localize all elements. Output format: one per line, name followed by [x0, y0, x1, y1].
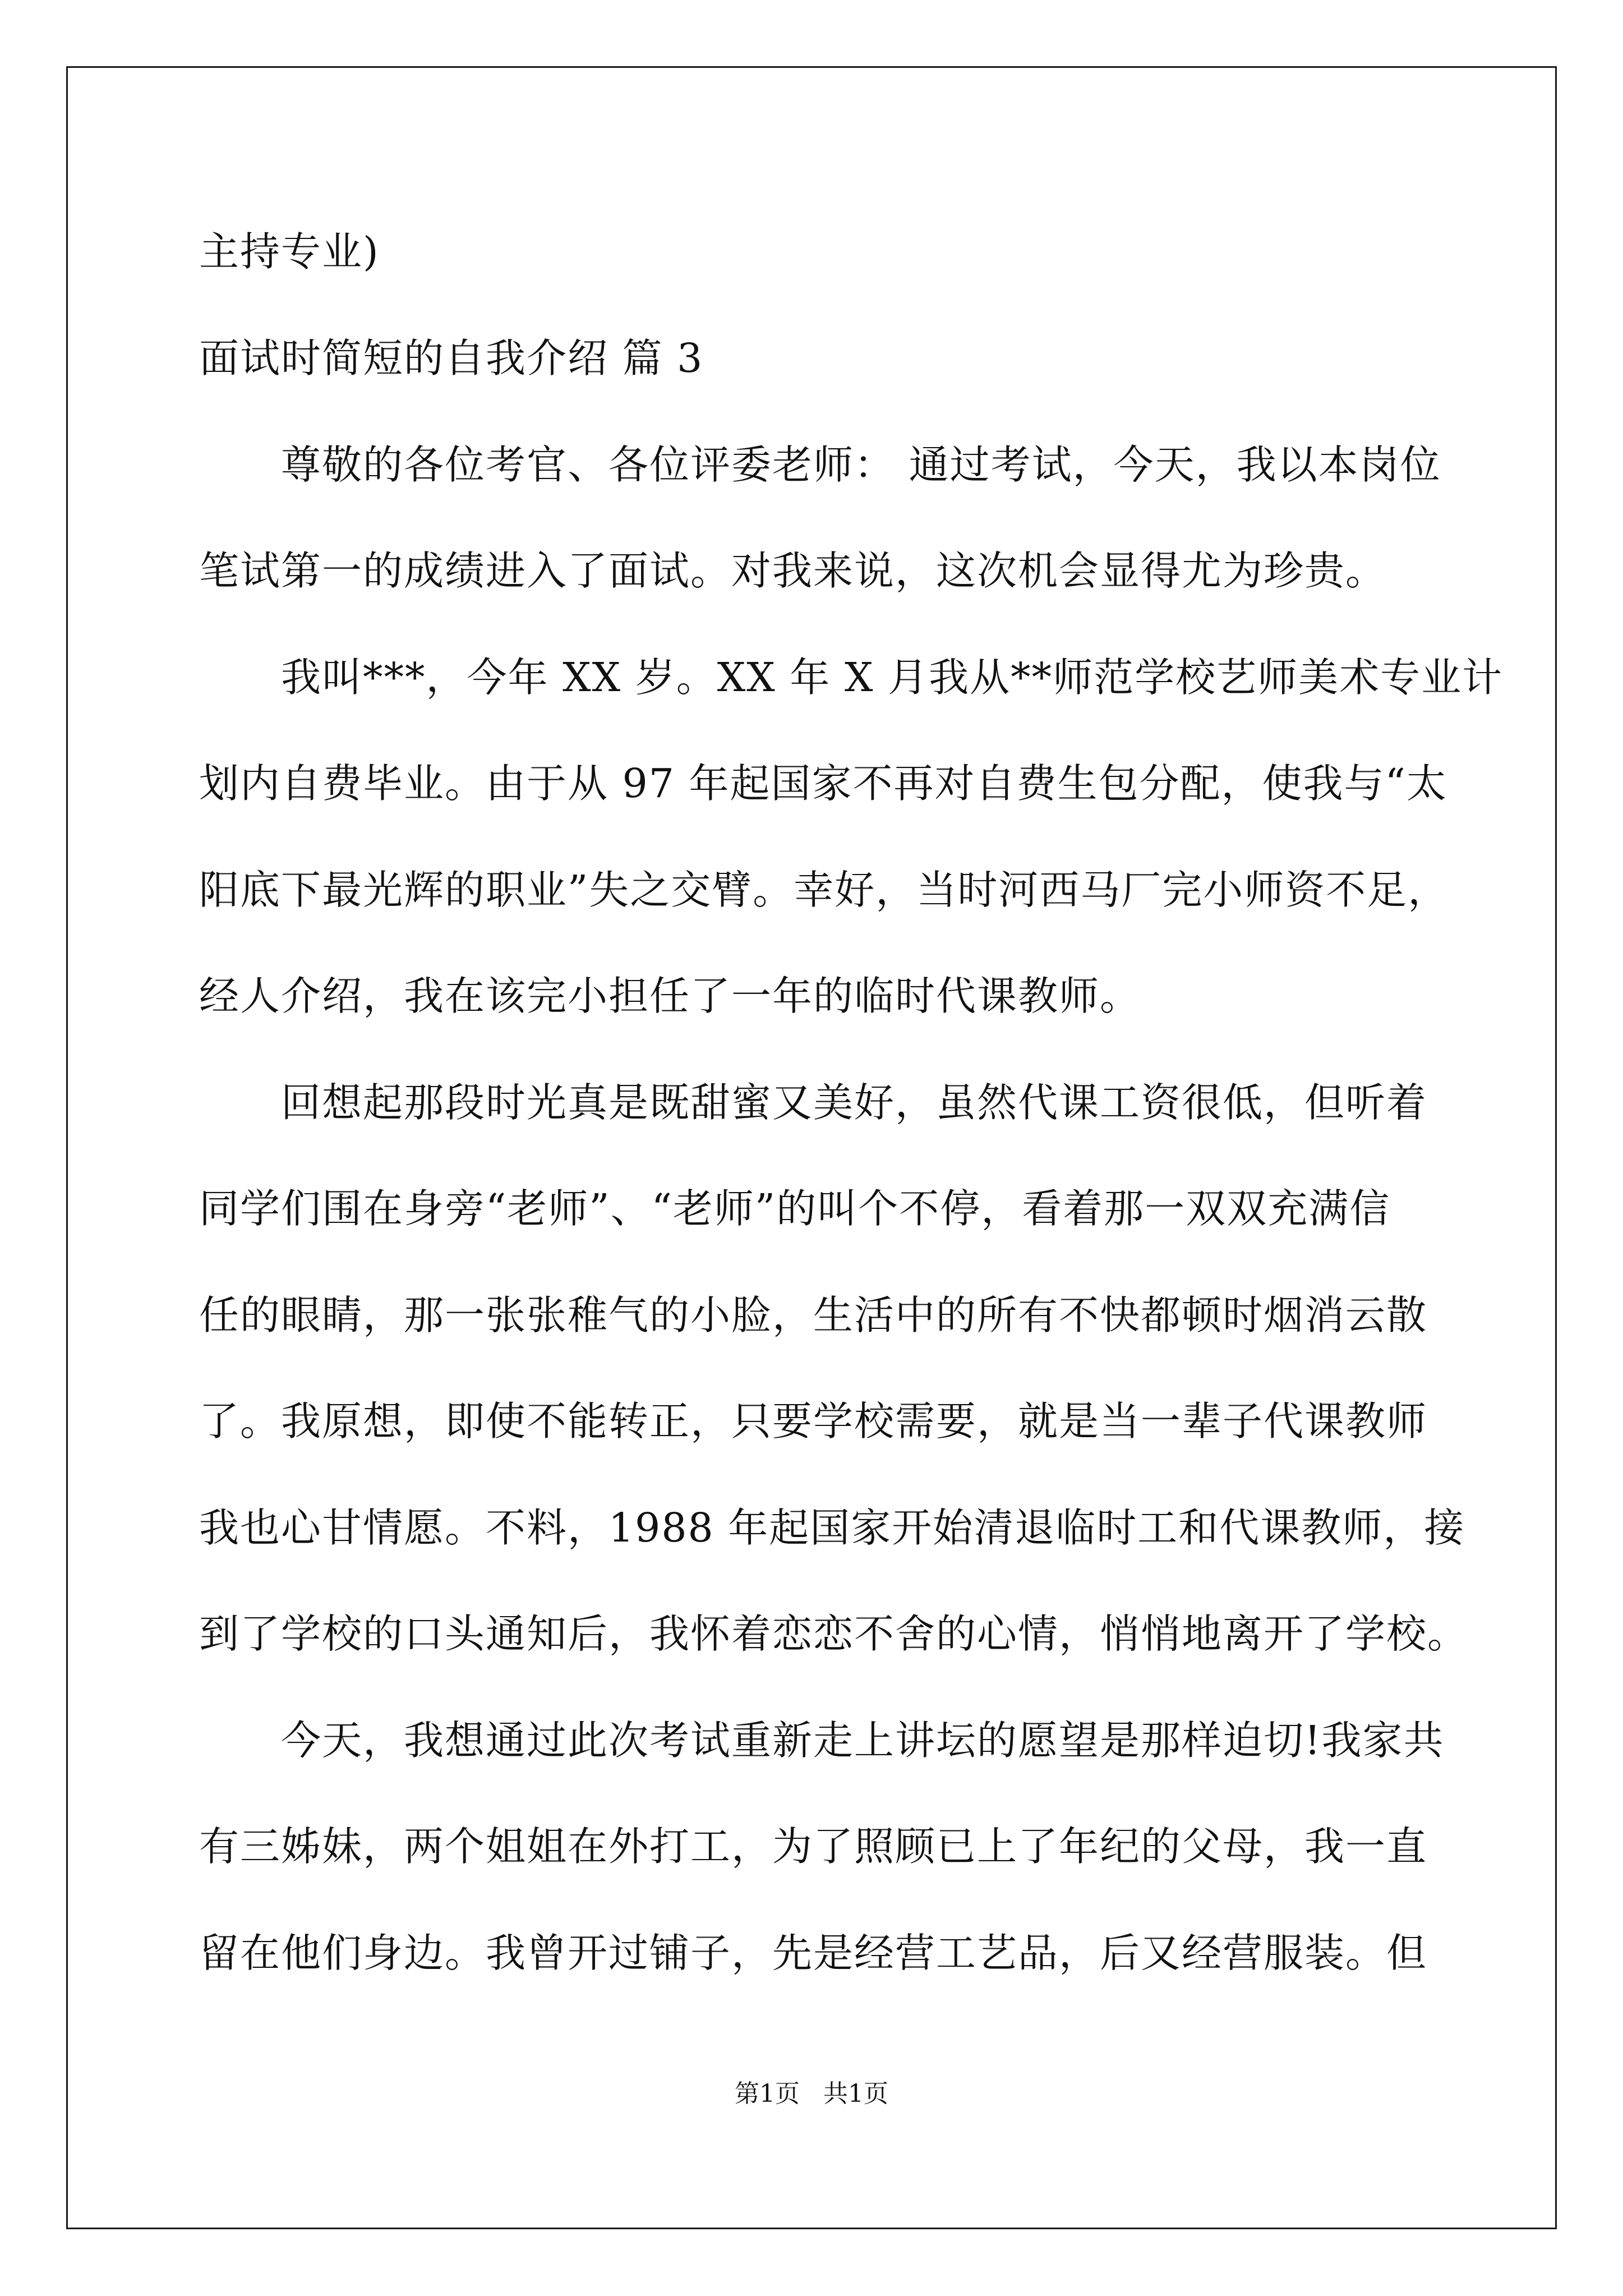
- text-line: 笔试第一的成绩进入了面试。对我来说，这次机会显得尤为珍贵。: [199, 547, 1387, 594]
- text-line: 今天，我想通过此次考试重新走上讲坛的愿望是那样迫切!我家共: [281, 1717, 1445, 1764]
- section-heading: 面试时简短的自我介绍 篇 3: [199, 335, 704, 381]
- text-line: 任的眼睛，那一张张稚气的小脸，生活中的所有不快都顿时烟消云散: [199, 1292, 1428, 1338]
- text-line: 主持专业): [199, 228, 380, 275]
- text-line: 有三姊妹，两个姐姐在外打工，为了照顾已上了年纪的父母，我一直: [199, 1823, 1428, 1870]
- page-border: [66, 66, 1557, 2229]
- text-line: 了。我原想，即使不能转正，只要学校需要，就是当一辈子代课教师: [199, 1398, 1428, 1444]
- text-line: 划内自费毕业。由于从 97 年起国家不再对自费生包分配，使我与“太: [199, 760, 1447, 807]
- text-line: 回想起那段时光真是既甜蜜又美好，虽然代课工资很低，但听着: [281, 1079, 1428, 1126]
- text-line: 尊敬的各位考官、各位评委老师： 通过考试，今天，我以本岗位: [281, 441, 1441, 488]
- text-line: 阳底下最光辉的职业”失之交臂。幸好，当时河西马厂完小师资不足，: [199, 867, 1449, 913]
- page-number-footer: 第1页 共1页: [735, 2079, 888, 2108]
- text-line: 我叫***，今年 XX 岁。XX 年 X 月我从**师范学校艺师美术专业计: [281, 654, 1504, 701]
- text-line: 到了学校的口头通知后，我怀着恋恋不舍的心情，悄悄地离开了学校。: [199, 1611, 1469, 1657]
- text-line: 留在他们身边。我曾开过铺子，先是经营工艺品，后又经营服装。但: [199, 1930, 1428, 1976]
- text-line: 同学们围在身旁“老师”、“老师”的叫个不停，看着那一双双充满信: [199, 1185, 1391, 1232]
- text-line: 我也心甘情愿。不料，1988 年起国家开始清退临时工和代课教师，接: [199, 1504, 1465, 1551]
- text-line: 经人介绍，我在该完小担任了一年的临时代课教师。: [199, 973, 1141, 1019]
